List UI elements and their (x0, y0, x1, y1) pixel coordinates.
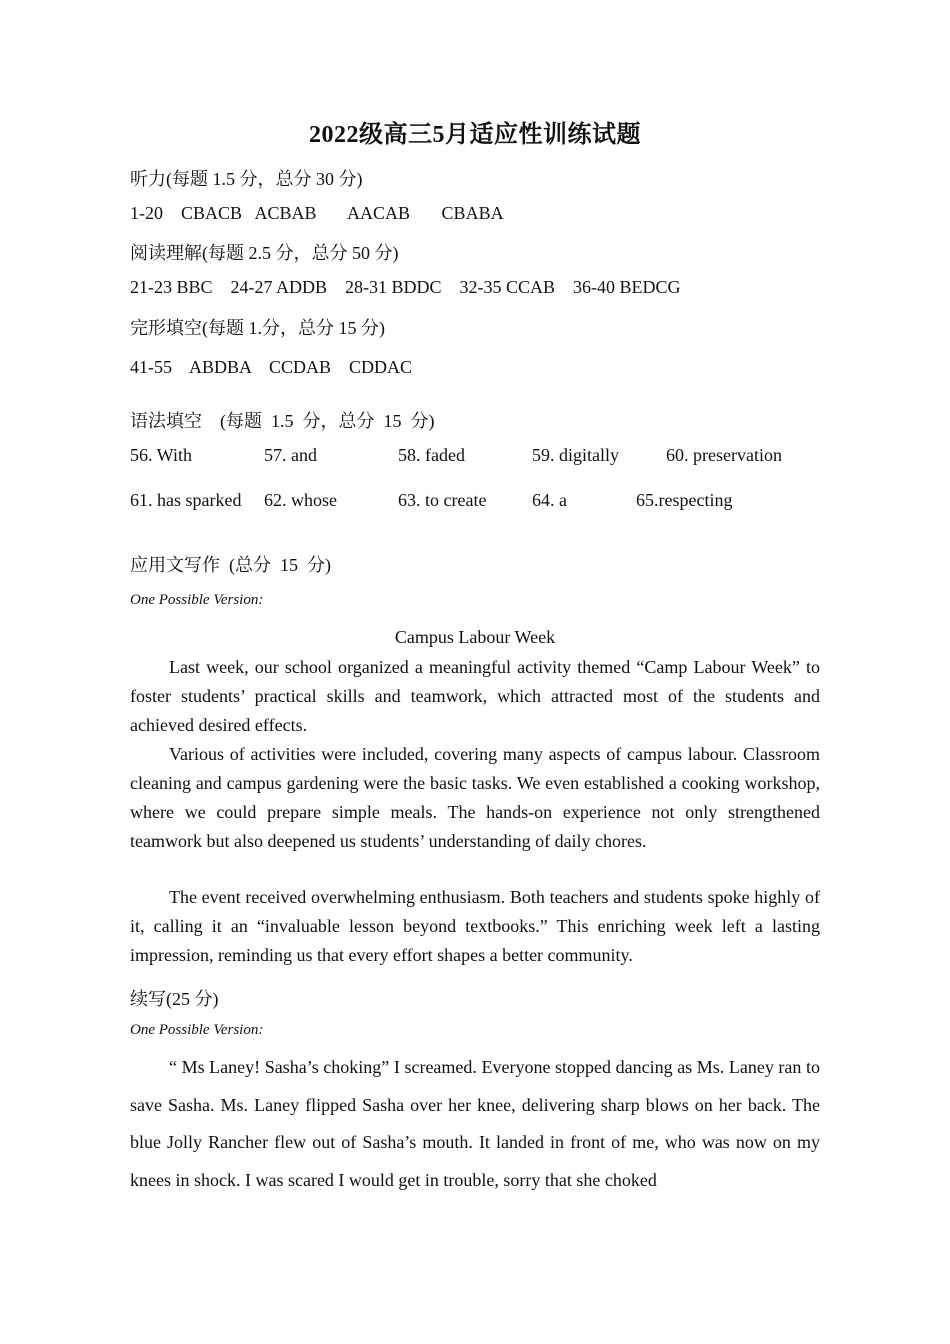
grammar-answer: 59. digitally (532, 445, 619, 465)
listening-answers: 1-20 CBACB ACBAB AACAB CBABA (130, 203, 504, 223)
continuation-version-label: One Possible Version: (130, 1022, 264, 1038)
grammar-answer: 65.respecting (636, 490, 733, 510)
grammar-heading: 语法填空 (每题 1.5 分，总分 15 分) (130, 411, 435, 431)
grammar-answer: 56. With (130, 445, 192, 465)
writing-heading: 应用文写作 (总分 15 分) (130, 555, 331, 575)
grammar-answer: 61. has sparked (130, 490, 242, 510)
essay-paragraph: Various of activities were included, covering many aspects of campus labour. Classroom cleaning and campus gardening were the basic tasks. We even established a cooking workshop, where we could prepare simple meals. The hands-on experience not only strengthened teamwork but also deepened us students’ understanding of daily chores. (130, 744, 820, 851)
grammar-answer: 60. preservation (666, 445, 782, 465)
cloze-heading: 完形填空(每题 1.分，总分 15 分) (130, 318, 385, 338)
grammar-answer: 64. a (532, 490, 567, 510)
essay-paragraph: Last week, our school organized a meaningful activity themed “Camp Labour Week” to foster students’ practical skills and teamwork, which attracted most of the students and achieved desired effects. (130, 657, 820, 735)
writing-version-label: One Possible Version: (130, 592, 264, 608)
essay-title: Campus Labour Week (394, 627, 556, 647)
listening-heading: 听力(每题 1.5 分，总分 30 分) (130, 169, 363, 189)
continuation-paragraph: “ Ms Laney! Sasha’s choking” I screamed. Everyone stopped dancing as Ms. Laney ran to save Sasha. Ms. Laney flipped Sasha over her knee, delivering sharp blows on her back. The blue Jolly Rancher flew out of Sasha’s mouth. It landed in front of me, who was now on my knees in shock. I was scared I would get in trouble, sorry that she choked (130, 1057, 820, 1190)
essay-paragraph: The event received overwhelming enthusiasm. Both teachers and students spoke highly of it, calling it an “invaluable lesson beyond textbooks.” This enriching week left a lasting impression, reminding us that every effort shapes a better community. (130, 887, 820, 965)
cloze-answers: 41-55 ABDBA CCDAB CDDAC (130, 357, 413, 377)
grammar-answer: 63. to create (398, 490, 487, 510)
grammar-answer: 57. and (264, 445, 317, 465)
continuation-heading: 续写(25 分) (130, 989, 219, 1009)
page-title: 2022级高三5月适应性训练试题 (309, 122, 641, 148)
grammar-answer: 58. faded (398, 445, 465, 465)
reading-answers: 21-23 BBC 24-27 ADDB 28-31 BDDC 32-35 CCAB 36-40 BEDCG (130, 277, 681, 297)
reading-heading: 阅读理解(每题 2.5 分，总分 50 分) (130, 243, 399, 263)
grammar-answer: 62. whose (264, 490, 337, 510)
